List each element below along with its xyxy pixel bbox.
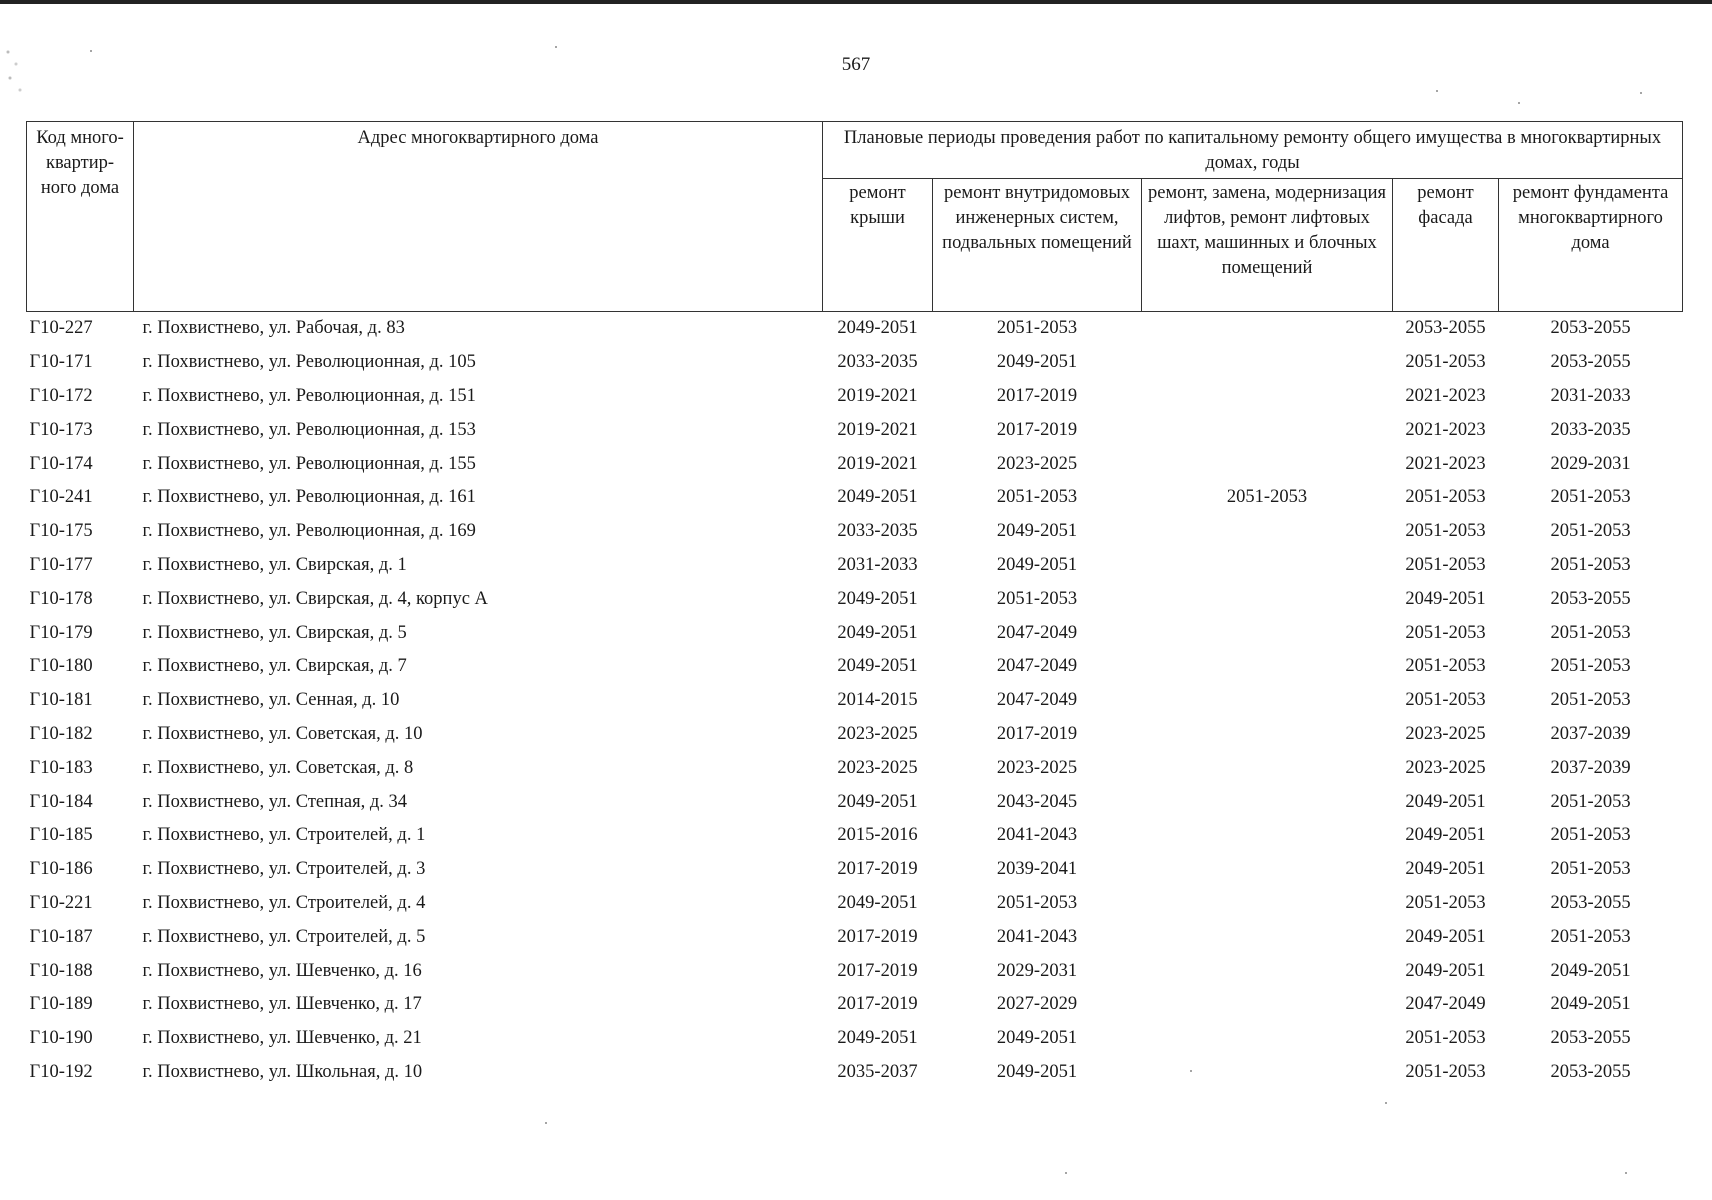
cell-address: г. Похвистнево, ул. Свирская, д. 4, корпус А bbox=[142, 588, 488, 609]
table-row bbox=[27, 684, 1683, 718]
cell-foundation: 2053-2055 bbox=[1550, 588, 1631, 609]
header-roof: ремонт крыши bbox=[823, 179, 933, 312]
cell-facade: 2047-2049 bbox=[1405, 994, 1486, 1015]
cell-lifts bbox=[1142, 751, 1393, 785]
cell-code: Г10-241 bbox=[29, 487, 93, 508]
cell-code: Г10-187 bbox=[29, 926, 93, 947]
scan-speck bbox=[555, 46, 557, 48]
cell-lifts bbox=[1142, 413, 1393, 447]
cell-code: Г10-182 bbox=[29, 723, 93, 744]
cell-foundation: 2029-2031 bbox=[1550, 453, 1631, 474]
cell-roof: 2017-2019 bbox=[837, 859, 918, 880]
cell-facade: 2051-2053 bbox=[1405, 1061, 1486, 1082]
cell-roof: 2033-2035 bbox=[837, 352, 918, 373]
cell-roof: 2033-2035 bbox=[837, 521, 918, 542]
cell-roof: 2019-2021 bbox=[837, 385, 918, 406]
cell-facade: 2021-2023 bbox=[1405, 453, 1486, 474]
cell-foundation: 2037-2039 bbox=[1550, 757, 1631, 778]
cell-foundation: 2031-2033 bbox=[1550, 385, 1631, 406]
cell-lifts bbox=[1142, 718, 1393, 752]
table-row bbox=[27, 515, 1683, 549]
cell-engineering: 2041-2043 bbox=[996, 825, 1078, 846]
cell-roof: 2019-2021 bbox=[837, 419, 918, 440]
table-row bbox=[27, 413, 1683, 447]
cell-code: Г10-179 bbox=[29, 622, 93, 643]
cell-roof: 2023-2025 bbox=[837, 723, 918, 744]
cell-engineering: 2017-2019 bbox=[996, 419, 1078, 440]
table-row bbox=[27, 616, 1683, 650]
table-row bbox=[27, 954, 1683, 988]
cell-engineering: 2047-2049 bbox=[996, 622, 1078, 643]
cell-code: Г10-183 bbox=[29, 757, 93, 778]
table-row bbox=[27, 718, 1683, 752]
cell-code: Г10-178 bbox=[29, 588, 93, 609]
cell-address: г. Похвистнево, ул. Шевченко, д. 16 bbox=[142, 960, 422, 981]
cell-facade: 2049-2051 bbox=[1405, 825, 1486, 846]
cell-code: Г10-189 bbox=[29, 994, 93, 1015]
table-row bbox=[27, 751, 1683, 785]
cell-lifts bbox=[1142, 582, 1393, 616]
cell-foundation: 2053-2055 bbox=[1550, 352, 1631, 373]
cell-engineering: 2029-2031 bbox=[996, 960, 1078, 981]
cell-foundation: 2051-2053 bbox=[1550, 859, 1631, 880]
table-row bbox=[27, 853, 1683, 887]
cell-address: г. Похвистнево, ул. Советская, д. 8 bbox=[142, 757, 414, 778]
cell-code: Г10-186 bbox=[29, 859, 93, 880]
cell-address: г. Похвистнево, ул. Степная, д. 34 bbox=[142, 791, 408, 812]
cell-engineering: 2043-2045 bbox=[996, 791, 1078, 812]
header-code: Код много-квартир-ного дома bbox=[27, 122, 134, 312]
cell-engineering: 2049-2051 bbox=[996, 1028, 1078, 1049]
cell-roof: 2014-2015 bbox=[837, 690, 918, 711]
cell-lifts bbox=[1142, 988, 1393, 1022]
scan-speck bbox=[1385, 1102, 1387, 1104]
cell-engineering: 2051-2053 bbox=[996, 487, 1078, 508]
page-number: 567 bbox=[841, 54, 871, 75]
cell-lifts bbox=[1142, 920, 1393, 954]
cell-foundation: 2051-2053 bbox=[1550, 554, 1631, 575]
table-row bbox=[27, 447, 1683, 481]
cell-facade: 2051-2053 bbox=[1405, 487, 1486, 508]
cell-engineering: 2039-2041 bbox=[996, 859, 1078, 880]
cell-engineering: 2027-2029 bbox=[996, 994, 1078, 1015]
cell-address: г. Похвистнево, ул. Советская, д. 10 bbox=[142, 723, 423, 744]
cell-facade: 2051-2053 bbox=[1405, 656, 1486, 677]
cell-engineering: 2017-2019 bbox=[996, 723, 1078, 744]
cell-foundation: 2053-2055 bbox=[1550, 1061, 1631, 1082]
cell-code: Г10-180 bbox=[29, 656, 93, 677]
cell-roof: 2049-2051 bbox=[837, 892, 918, 913]
cell-foundation: 2051-2053 bbox=[1550, 825, 1631, 846]
cell-facade: 2049-2051 bbox=[1405, 791, 1486, 812]
cell-facade: 2049-2051 bbox=[1405, 926, 1486, 947]
cell-lifts bbox=[1142, 515, 1393, 549]
cell-lifts bbox=[1142, 853, 1393, 887]
cell-address: г. Похвистнево, ул. Революционная, д. 153 bbox=[142, 419, 476, 440]
table-row bbox=[27, 1022, 1683, 1056]
cell-facade: 2051-2053 bbox=[1405, 352, 1486, 373]
table-row bbox=[27, 1056, 1683, 1090]
cell-facade: 2023-2025 bbox=[1405, 757, 1486, 778]
cell-code: Г10-227 bbox=[29, 318, 93, 339]
cell-foundation: 2049-2051 bbox=[1550, 994, 1631, 1015]
cell-code: Г10-175 bbox=[29, 521, 93, 542]
header-foundation: ремонт фундамента многоквартирного дома bbox=[1499, 179, 1683, 312]
cell-address: г. Похвистнево, ул. Строителей, д. 3 bbox=[142, 859, 426, 880]
cell-address: г. Похвистнево, ул. Революционная, д. 161 bbox=[142, 487, 476, 508]
cell-lifts bbox=[1142, 819, 1393, 853]
cell-foundation: 2037-2039 bbox=[1550, 723, 1631, 744]
cell-facade: 2051-2053 bbox=[1405, 622, 1486, 643]
header-address: Адрес многоквартирного дома bbox=[134, 122, 823, 312]
cell-facade: 2021-2023 bbox=[1405, 419, 1486, 440]
cell-engineering: 2049-2051 bbox=[996, 521, 1078, 542]
cell-code: Г10-171 bbox=[29, 352, 93, 373]
table-row bbox=[27, 785, 1683, 819]
cell-foundation: 2051-2053 bbox=[1550, 791, 1631, 812]
header-facade: ремонт фасада bbox=[1393, 179, 1499, 312]
cell-foundation: 2051-2053 bbox=[1550, 521, 1631, 542]
header-lifts: ремонт, замена, модернизация лифтов, ремонт лифтовых шахт, машинных и блочных помещений bbox=[1142, 179, 1393, 312]
cell-facade: 2049-2051 bbox=[1405, 859, 1486, 880]
table-row bbox=[27, 380, 1683, 414]
cell-roof: 2019-2021 bbox=[837, 453, 918, 474]
cell-foundation: 2053-2055 bbox=[1550, 318, 1631, 339]
cell-facade: 2021-2023 bbox=[1405, 385, 1486, 406]
cell-address: г. Похвистнево, ул. Шевченко, д. 17 bbox=[142, 994, 422, 1015]
cell-code: Г10-188 bbox=[29, 960, 93, 981]
cell-address: г. Похвистнево, ул. Сенная, д. 10 bbox=[142, 690, 400, 711]
cell-address: г. Похвистнево, ул. Революционная, д. 155 bbox=[142, 453, 476, 474]
cell-code: Г10-185 bbox=[29, 825, 93, 846]
cell-engineering: 2017-2019 bbox=[996, 385, 1078, 406]
cell-roof: 2049-2051 bbox=[837, 791, 918, 812]
scan-speck bbox=[1518, 102, 1520, 104]
cell-roof: 2023-2025 bbox=[837, 757, 918, 778]
cell-code: Г10-173 bbox=[29, 419, 93, 440]
cell-address: г. Похвистнево, ул. Революционная, д. 169 bbox=[142, 521, 476, 542]
cell-foundation: 2051-2053 bbox=[1550, 926, 1631, 947]
cell-code: Г10-181 bbox=[29, 690, 93, 711]
cell-lifts bbox=[1142, 312, 1393, 346]
cell-lifts bbox=[1142, 954, 1393, 988]
cell-lifts bbox=[1142, 549, 1393, 583]
top-border-rule bbox=[0, 0, 1712, 4]
cell-code: Г10-172 bbox=[29, 385, 93, 406]
cell-address: г. Похвистнево, ул. Революционная, д. 105 bbox=[142, 352, 476, 373]
cell-code: Г10-177 bbox=[29, 554, 93, 575]
cell-roof: 2017-2019 bbox=[837, 926, 918, 947]
table-row bbox=[27, 887, 1683, 921]
cell-roof: 2015-2016 bbox=[837, 825, 918, 846]
cell-code: Г10-192 bbox=[29, 1061, 93, 1082]
cell-lifts bbox=[1142, 616, 1393, 650]
cell-roof: 2017-2019 bbox=[837, 994, 918, 1015]
cell-address: г. Похвистнево, ул. Свирская, д. 5 bbox=[142, 622, 407, 643]
cell-roof: 2031-2033 bbox=[837, 554, 918, 575]
cell-engineering: 2041-2043 bbox=[996, 926, 1078, 947]
cell-foundation: 2053-2055 bbox=[1550, 1028, 1631, 1049]
cell-address: г. Похвистнево, ул. Рабочая, д. 83 bbox=[142, 318, 405, 339]
cell-address: г. Похвистнево, ул. Строителей, д. 5 bbox=[142, 926, 426, 947]
scan-speck bbox=[1190, 1070, 1192, 1072]
cell-lifts: 2051-2053 bbox=[1226, 487, 1308, 508]
cell-foundation: 2053-2055 bbox=[1550, 892, 1631, 913]
cell-lifts bbox=[1142, 1022, 1393, 1056]
table-row bbox=[27, 346, 1683, 380]
cell-foundation: 2033-2035 bbox=[1550, 419, 1631, 440]
cell-lifts bbox=[1142, 684, 1393, 718]
cell-engineering: 2023-2025 bbox=[996, 757, 1078, 778]
cell-engineering: 2051-2053 bbox=[996, 588, 1078, 609]
cell-facade: 2023-2025 bbox=[1405, 723, 1486, 744]
cell-engineering: 2049-2051 bbox=[996, 554, 1078, 575]
table-row bbox=[27, 582, 1683, 616]
cell-roof: 2049-2051 bbox=[837, 622, 918, 643]
cell-facade: 2049-2051 bbox=[1405, 960, 1486, 981]
cell-engineering: 2049-2051 bbox=[996, 352, 1078, 373]
scan-speck bbox=[1065, 1172, 1067, 1174]
cell-roof: 2049-2051 bbox=[837, 588, 918, 609]
cell-lifts bbox=[1142, 380, 1393, 414]
cell-address: г. Похвистнево, ул. Школьная, д. 10 bbox=[142, 1061, 423, 1082]
cell-facade: 2051-2053 bbox=[1405, 1028, 1486, 1049]
cell-lifts bbox=[1142, 650, 1393, 684]
scan-speck bbox=[1436, 90, 1438, 92]
table-row bbox=[27, 988, 1683, 1022]
cell-code: Г10-174 bbox=[29, 453, 93, 474]
cell-roof: 2017-2019 bbox=[837, 960, 918, 981]
table-row bbox=[27, 549, 1683, 583]
cell-lifts bbox=[1142, 887, 1393, 921]
cell-facade: 2051-2053 bbox=[1405, 690, 1486, 711]
cell-engineering: 2047-2049 bbox=[996, 690, 1078, 711]
header-engineering: ремонт внутридомовых инженерных систем, подвальных помещений bbox=[933, 179, 1142, 312]
cell-facade: 2051-2053 bbox=[1405, 554, 1486, 575]
cell-roof: 2049-2051 bbox=[837, 487, 918, 508]
table-header bbox=[27, 122, 1683, 312]
cell-foundation: 2051-2053 bbox=[1550, 690, 1631, 711]
table-row bbox=[27, 819, 1683, 853]
cell-lifts bbox=[1142, 346, 1393, 380]
cell-address: г. Похвистнево, ул. Свирская, д. 1 bbox=[142, 554, 407, 575]
cell-foundation: 2049-2051 bbox=[1550, 960, 1631, 981]
scan-speck bbox=[90, 50, 92, 52]
cell-engineering: 2049-2051 bbox=[996, 1061, 1078, 1082]
scan-speck bbox=[1640, 92, 1642, 94]
table-row bbox=[27, 481, 1683, 515]
cell-facade: 2049-2051 bbox=[1405, 588, 1486, 609]
table-row bbox=[27, 312, 1683, 346]
table-body bbox=[27, 312, 1683, 1090]
cell-address: г. Похвистнево, ул. Революционная, д. 151 bbox=[142, 385, 476, 406]
cell-address: г. Похвистнево, ул. Строителей, д. 4 bbox=[142, 892, 426, 913]
scan-speck bbox=[1625, 1172, 1627, 1174]
scan-speck bbox=[545, 1122, 547, 1124]
cell-engineering: 2051-2053 bbox=[996, 318, 1078, 339]
header-planned-periods: Плановые периоды проведения работ по капитальному ремонту общего имущества в многоквартирных домах, годы bbox=[823, 122, 1683, 179]
cell-code: Г10-190 bbox=[29, 1028, 93, 1049]
cell-address: г. Похвистнево, ул. Строителей, д. 1 bbox=[142, 825, 426, 846]
cell-roof: 2035-2037 bbox=[837, 1061, 918, 1082]
cell-foundation: 2051-2053 bbox=[1550, 622, 1631, 643]
cell-lifts bbox=[1142, 447, 1393, 481]
cell-roof: 2049-2051 bbox=[837, 1028, 918, 1049]
cell-facade: 2051-2053 bbox=[1405, 892, 1486, 913]
table-row bbox=[27, 920, 1683, 954]
cell-facade: 2051-2053 bbox=[1405, 521, 1486, 542]
cell-lifts bbox=[1142, 1056, 1393, 1090]
cell-engineering: 2047-2049 bbox=[996, 656, 1078, 677]
cell-address: г. Похвистнево, ул. Шевченко, д. 21 bbox=[142, 1028, 422, 1049]
cell-engineering: 2023-2025 bbox=[996, 453, 1078, 474]
table-row bbox=[27, 650, 1683, 684]
cell-code: Г10-221 bbox=[29, 892, 93, 913]
cell-address: г. Похвистнево, ул. Свирская, д. 7 bbox=[142, 656, 407, 677]
cell-lifts bbox=[1142, 785, 1393, 819]
cell-roof: 2049-2051 bbox=[837, 656, 918, 677]
capital-repair-schedule-table bbox=[26, 121, 1683, 1089]
cell-roof: 2049-2051 bbox=[837, 318, 918, 339]
cell-foundation: 2051-2053 bbox=[1550, 487, 1631, 508]
cell-code: Г10-184 bbox=[29, 791, 93, 812]
cell-foundation: 2051-2053 bbox=[1550, 656, 1631, 677]
cell-facade: 2053-2055 bbox=[1405, 318, 1486, 339]
cell-engineering: 2051-2053 bbox=[996, 892, 1078, 913]
